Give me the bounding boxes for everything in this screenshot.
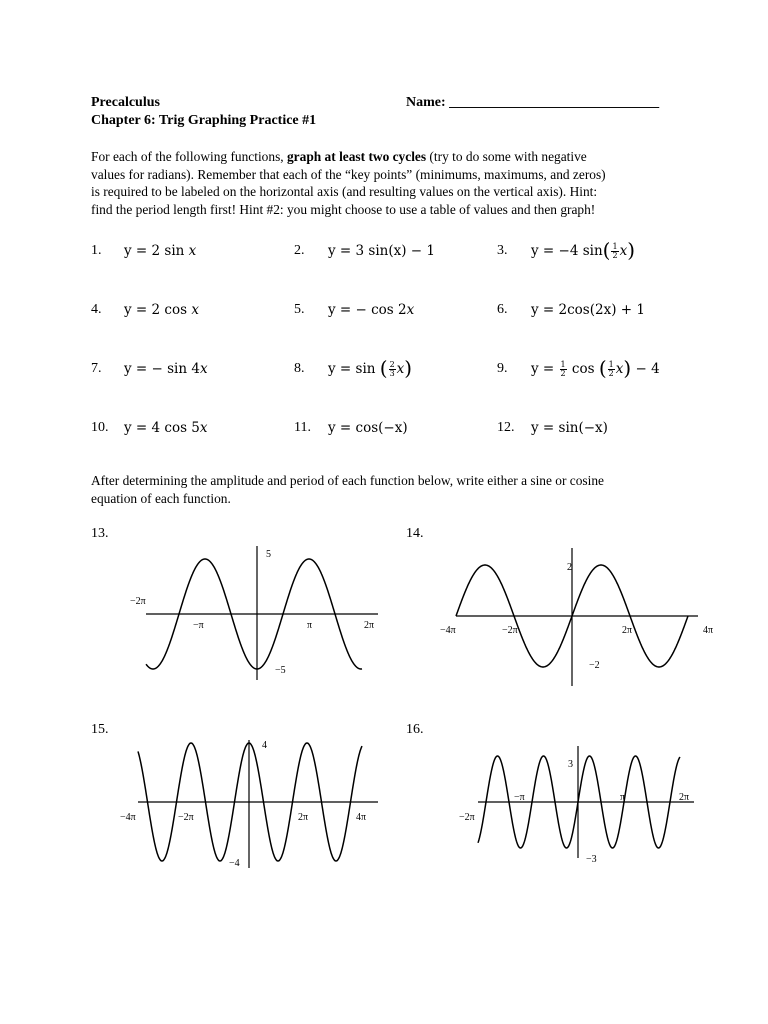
graph-number: 16. <box>406 722 424 737</box>
problem-equation: y = sin ( $\frac{2}{3}$ x) <box>328 356 413 380</box>
problem-number: 3. <box>497 243 508 258</box>
problem-equation: y = − sin 4x <box>124 361 208 377</box>
label-ymax: 3 <box>568 759 573 770</box>
part2-instructions: After determining the amplitude and period of each function below, write either a sine or cosine equation of each function. <box>91 473 605 506</box>
problem-equation: y = sin(−x) <box>531 420 608 436</box>
label-4pi: 4π <box>703 625 714 636</box>
label-2pi: 2π <box>679 792 690 803</box>
label-neg4pi: −4π <box>120 812 136 823</box>
graph-number: 15. <box>91 722 109 737</box>
label-neg2pi: −2π <box>502 625 518 636</box>
problem-number: 9. <box>497 361 508 376</box>
problem-number: 10. <box>91 420 109 435</box>
label-ymin: −5 <box>275 665 286 676</box>
problem-equation: y = 3 sin(x) − 1 <box>328 243 435 259</box>
label-2pi: 2π <box>298 812 309 823</box>
problem-number: 11. <box>294 420 311 435</box>
problem-number: 5. <box>294 302 305 317</box>
label-2pi: 2π <box>364 620 375 631</box>
graph-15 <box>120 740 378 869</box>
problem-equation: y = 4 cos 5x <box>124 420 208 436</box>
label-ymin: −3 <box>586 854 597 865</box>
label-neg4pi: −4π <box>440 625 456 636</box>
problem-number: 8. <box>294 361 305 376</box>
instructions: For each of the following functions, graph at least two cycles (try to do some with negative values for radians). Remember that each of the “key points” (minimums, maximums, and zeros) is required to be labeled on the horizontal axis (and resulting values on the vertical axis). Hint: find the period length first! Hint #2: you might choose to use a table of values and then graph! <box>91 149 606 217</box>
graph-number: 14. <box>406 526 424 541</box>
problem-number: 7. <box>91 361 102 376</box>
label-2pi: 2π <box>622 625 633 636</box>
graph-13 <box>130 546 378 680</box>
label-ymax: 2 <box>567 562 572 573</box>
problem-number: 4. <box>91 302 102 317</box>
name-field-label: Name: ______________________________ <box>406 95 660 110</box>
label-neg2pi: −2π <box>178 812 194 823</box>
problem-equation: y = 2 sin x <box>124 243 197 259</box>
problem-equation: y = 2cos(2x) + 1 <box>531 302 645 318</box>
course-title: Precalculus <box>91 95 160 110</box>
label-4pi: 4π <box>356 812 367 823</box>
graph-14 <box>440 548 713 686</box>
problem-number: 1. <box>91 243 102 258</box>
problem-equation: y = −4 sin( $\frac{1}{2}$ x) <box>531 238 635 262</box>
label-neg2pi: −2π <box>459 812 475 823</box>
label-negpi: −π <box>514 792 525 803</box>
label-neg2pi: −2π <box>130 596 146 607</box>
label-ymin: −4 <box>229 858 240 869</box>
problem-number: 6. <box>497 302 508 317</box>
problem-equation: y = $\frac{1}{2}$ cos ( $\frac{1}{2}$ x) − 4 <box>531 356 660 380</box>
chapter-title: Chapter 6: Trig Graphing Practice #1 <box>91 113 317 128</box>
label-negpi: −π <box>193 620 204 631</box>
problem-number: 12. <box>497 420 515 435</box>
problem-equation: y = − cos 2x <box>328 302 415 318</box>
label-pi: π <box>307 620 313 631</box>
label-pi: π <box>620 792 626 803</box>
label-ymax: 5 <box>266 549 271 560</box>
graph-16 <box>459 746 694 865</box>
problem-equation: y = 2 cos x <box>124 302 199 318</box>
label-ymin: −2 <box>589 660 600 671</box>
problem-equation: y = cos(−x) <box>328 420 408 436</box>
problem-number: 2. <box>294 243 305 258</box>
label-ymax: 4 <box>262 740 267 751</box>
graph-number: 13. <box>91 526 109 541</box>
